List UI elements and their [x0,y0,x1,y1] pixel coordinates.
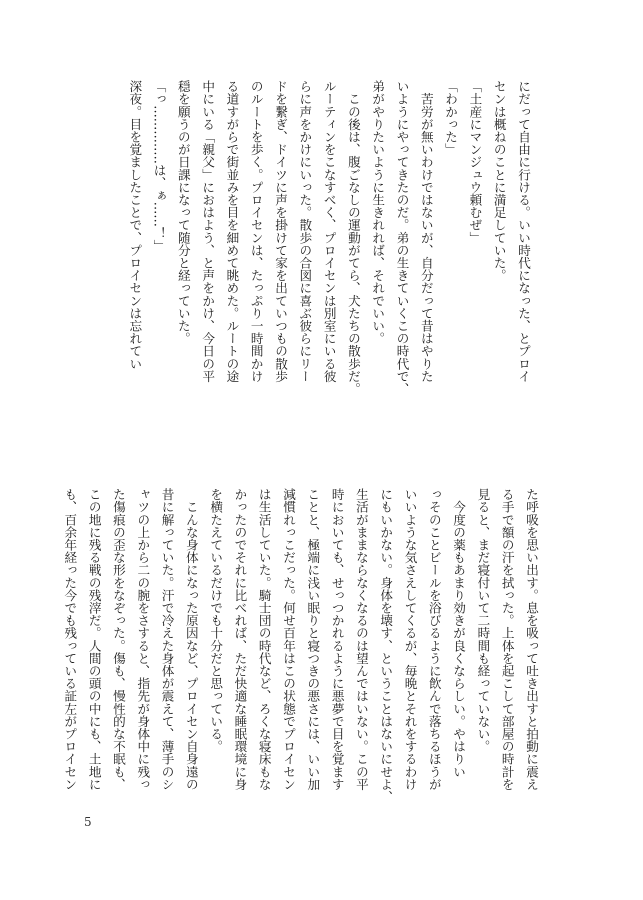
text-line: ことと、極端に浅い眠りと寝つきの悪さには、いい加 [305,488,321,791]
text-line: は生活していた。騎士団の時代など、ろくな寝床もな [256,488,272,791]
text-line: 弟がやりたいように生きれれば、それでいい。 [370,80,386,345]
text-line: ルーティンをこなすべく、プロイセンは別室にいる彼 [321,80,337,383]
text-line: いいような気さえしてくるが、毎晩とそれをするわけ [402,488,418,791]
text-line: た呼吸を思い出す。息を吸って吐き出すと拍動に震え [524,488,539,791]
text-line: にもいかない。身体を壊す、ということはないにせよ、 [378,488,394,803]
text-line: にだって自由に行ける。いい時代になった、とプロイ [516,80,531,383]
text-line: 見ると、まだ寝付いて二時間も経っていない。 [475,488,491,753]
text-line: こんな身体になった原因など、プロイセン自身遠の [183,488,199,791]
text-line: いようにやってきたのだ。弟の生きていくこの時代で、 [394,80,410,395]
text-line: 昔に解っていた。汗で冷えた身体が震えて、薄手のシ [159,488,175,791]
text-line: 穏を願うのが日課になって随分と経っていた。 [175,80,191,345]
text-line: ャツの上から二の腕をさすると、指先が身体中に残っ [135,488,151,791]
text-line: る道すがらで街並みを目を細めて眺めた。ルートの途 [224,80,240,383]
text-line: 「っ……‥……は、ぁ……！」 [151,80,167,253]
text-line: る手で額の汗を拭った。上体を起こして部屋の時計を [499,488,515,791]
text-line: センは概ねのことに満足していた。 [491,80,507,282]
text-line: かったのでそれに比べれば、ただ快適な睡眠環境に身 [232,488,248,791]
upper-text-block [80,80,535,410]
text-line: 時においても、せっつかれるように悪夢で目を覚ます [329,488,345,791]
text-line: 苦労が無いわけではないが、自分だって昔はやりた [418,80,434,383]
text-line: た傷痕の歪な形をなぞった。傷も、慢性的な不眠も、 [110,488,126,791]
text-line: 「わかった」 [443,80,459,156]
text-line: ドを繋ぎ、ドイツに声を掛けて家を出ていつもの散歩 [273,80,289,383]
text-line: 減慣れっこだった。何せ百年はこの状態でプロイセン [281,488,297,791]
text-line: 生活がままならなくなるのは望んではいない。この平 [353,488,369,791]
text-line: この地に残る戦の残滓だ。人間の頭の中にも、土地に [86,488,102,791]
text-line: も、百余年経った今でも残っている証左がプロイセン [62,488,78,791]
text-line: 今度の薬もあまり効きが良くならしい。やはりい [451,488,467,778]
text-line: のルートを歩く。プロイセンは、たっぷり一時間かけ [248,80,264,383]
text-line: 中にいる「親父」におはよう、と声をかけ、今日の平 [200,80,216,383]
text-line: この後は、腹ごなしの運動がてら、犬たちの散歩だ。 [345,80,361,395]
text-line: 深夜。目を覚ましたことで、プロイセンは忘れてい [127,80,143,370]
page-number: 5 [84,815,92,829]
lower-text-block [62,488,543,818]
text-line: っそのことビールを浴びるように飲んで落ちるほうが [426,488,442,791]
text-line: らに声をかけにいった。散歩の合図に喜ぶ彼らにリー [297,80,313,383]
text-line: を横たえているだけでも十分だと思っている。 [208,488,224,753]
text-line: 「土産にマンジュウ頼むぜ」 [467,80,483,244]
